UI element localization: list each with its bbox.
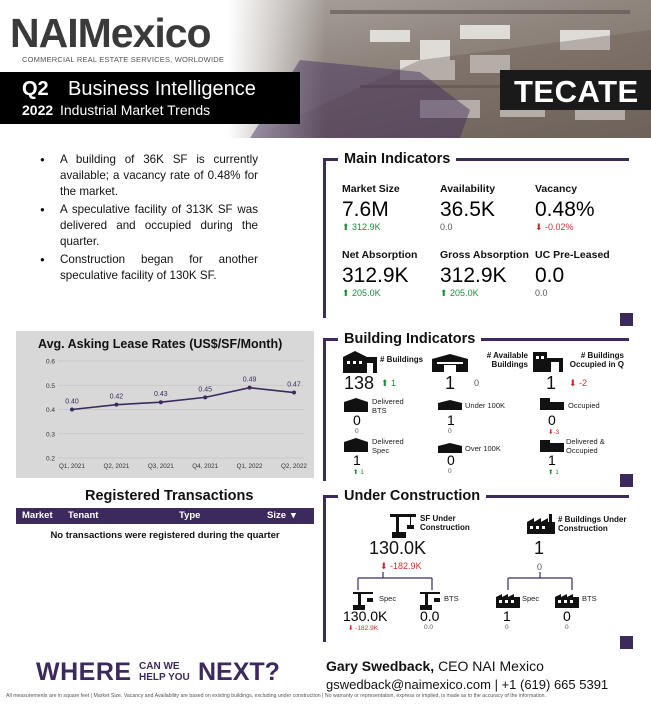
bullet-item: ● Construction began for another speculative facility of 130K SF.: [40, 252, 258, 284]
indicator-value: 7.6M: [342, 198, 389, 221]
delivered-bts-label: Delivered BTS: [372, 397, 404, 415]
phone-number: | +1 (619) 665 5391: [494, 677, 609, 692]
bullet-item: ● A speculative facility of 313K SF was delivered and occupied during the quarter.: [40, 202, 258, 250]
factory-spec-icon: [496, 590, 520, 608]
next-text: NEXT?: [198, 658, 280, 686]
y-tick-label: 0.5: [46, 382, 56, 390]
factory-bts-icon: [555, 590, 579, 608]
panel-corner: [620, 313, 633, 326]
under-construction-title: Under Construction: [338, 488, 486, 504]
contact-details: [326, 677, 608, 692]
bld-uc-value: 1: [534, 538, 545, 558]
uc-connector-lines: [350, 572, 640, 592]
panel-corner: [620, 636, 633, 649]
occupied-label: Occupied: [568, 401, 600, 410]
delivered-spec-label: Delivered Spec: [372, 437, 404, 455]
occupied-buildings-change: ⬇ -2: [569, 378, 588, 388]
x-tick-label: Q3, 2021: [147, 463, 174, 470]
indicator-label: Availability: [440, 183, 496, 195]
contact-name: Gary Swedback, CEO NAI Mexico: [326, 658, 544, 674]
city-name: TECATE: [514, 74, 639, 109]
sf-spec-value: 130.0K: [343, 608, 388, 624]
delivered-bts-change: 0: [355, 428, 359, 435]
data-label: 0.49: [242, 376, 257, 384]
indicator-value: 312.9K: [440, 264, 507, 287]
data-point: [159, 400, 163, 404]
delivered-occupied-value: 1: [548, 452, 556, 468]
sf-uc-label: SF Under Construction: [420, 514, 470, 532]
occupied-change: ⬇-3: [548, 429, 560, 436]
crane-bts-icon: [418, 590, 444, 610]
transactions-title: Registered Transactions: [85, 488, 254, 504]
occupied-icon: [540, 398, 564, 410]
crane-spec-icon: [351, 590, 377, 610]
can-we-help-you-text: CAN WE HELP YOU: [139, 661, 190, 683]
under-100k-label: Under 100K: [465, 401, 506, 410]
occupied-value: 0: [548, 412, 556, 428]
available-buildings-change: 0: [474, 378, 480, 388]
logo: NAIMexico: [10, 10, 211, 56]
buildings-value: 138: [344, 373, 375, 393]
over-100k-label: Over 100K: [465, 444, 501, 453]
crane-icon: [388, 512, 418, 538]
chart-title: Avg. Asking Lease Rates (US$/SF/Month): [38, 337, 283, 351]
indicator-label: Vacancy: [535, 183, 578, 195]
bld-spec-label: Spec: [522, 594, 540, 603]
buildings-icon: [343, 351, 377, 373]
available-buildings-value: 1: [445, 373, 456, 393]
warehouse-icon: [432, 354, 468, 372]
bld-uc-label: # Buildings Under Construction: [558, 515, 627, 533]
indicator-label: UC Pre-Leased: [535, 249, 610, 261]
delivered-bts-icon: [344, 398, 368, 412]
indicator-label: Market Size: [342, 183, 400, 195]
summary-bullets: [40, 152, 258, 286]
x-tick-label: Q4, 2021: [192, 463, 219, 470]
indicator-change: 0.0: [440, 222, 453, 232]
data-point: [248, 386, 252, 390]
delivered-occupied-change: ⬆ 1: [548, 469, 559, 476]
data-label: 0.47: [287, 381, 301, 389]
arrow-up-icon: ⬆: [342, 288, 353, 298]
buildings-change: ⬆ 1: [381, 378, 397, 388]
delivered-spec-change: ⬆ 1: [353, 469, 364, 476]
arrow-up-icon: ⬆: [440, 288, 451, 298]
data-point: [70, 408, 74, 412]
indicator-change: ⬆ 205.0K: [342, 288, 381, 298]
under-100k-change: 0: [448, 428, 452, 435]
delivered-spec-value: 1: [353, 452, 361, 468]
bld-spec-change: 0: [505, 624, 509, 631]
indicator-value: 0.0: [535, 264, 565, 287]
y-tick-label: 0.4: [46, 407, 56, 414]
sf-bts-change: 0.0: [424, 624, 434, 631]
delivered-occupied-label: Delivered & Occupied: [566, 437, 605, 455]
available-buildings-label: # Available Buildings: [486, 351, 528, 369]
occupied-buildings-value: 1: [546, 373, 557, 393]
indicator-value: 312.9K: [342, 264, 409, 287]
bld-bts-label: BTS: [582, 594, 597, 603]
transactions-empty-message: No transactions were registered during the quarter: [50, 530, 280, 541]
disclaimer: All measurements are in square feet | Market Size, Vacancy and Availability are based on existing buildings, excluding under construction | No warranty or representation, express or implied, is made as to the accuracy of the information.: [6, 693, 546, 699]
delivered-bts-value: 0: [353, 412, 361, 428]
occupied-building-icon: [533, 352, 563, 372]
report-subtitle: Industrial Market Trends: [60, 102, 211, 118]
indicator-value: 36.5K: [440, 198, 495, 221]
data-label: 0.43: [153, 391, 168, 399]
indicator-change: ⬆ 205.0K: [440, 288, 479, 298]
panel-corner: [620, 474, 633, 487]
col-type[interactable]: Type: [179, 510, 201, 521]
col-tenant[interactable]: Tenant: [68, 510, 99, 521]
transactions-header: [16, 508, 314, 524]
data-point: [203, 395, 207, 399]
lease-rate-chart: [16, 331, 314, 478]
bld-bts-value: 0: [563, 608, 571, 624]
data-label: 0.45: [198, 386, 213, 394]
indicator-value: 0.48%: [535, 198, 595, 221]
occupied-buildings-label: # Buildings Occupied in Q: [569, 351, 624, 369]
buildings-label: # Buildings: [380, 355, 424, 364]
factory-icon: [527, 514, 555, 534]
data-point: [114, 403, 118, 407]
delivered-occupied-icon: [540, 438, 564, 452]
indicator-change: ⬆ 312.9K: [342, 222, 381, 232]
year-label: 2022: [22, 102, 54, 118]
indicator-label: Net Absorption: [342, 249, 418, 261]
main-indicators-title: Main Indicators: [338, 151, 456, 167]
x-tick-label: Q2, 2021: [103, 463, 130, 470]
indicator-label: Gross Absorption: [440, 249, 529, 261]
y-tick-label: 0.3: [46, 431, 56, 439]
series-line: [72, 388, 294, 410]
y-tick-label: 0.2: [46, 455, 56, 463]
bld-bts-change: 0: [565, 624, 569, 631]
email-link[interactable]: gswedback@naimexico.com: [326, 677, 491, 692]
bld-uc-change: 0: [537, 562, 543, 572]
where-text: WHERE: [36, 658, 132, 686]
data-label: 0.40: [65, 398, 79, 406]
sf-uc-change: ⬇ -182.9K: [380, 561, 422, 571]
x-tick-label: Q1, 2022: [236, 463, 263, 470]
x-tick-label: Q2, 2022: [281, 463, 307, 470]
data-label: 0.42: [109, 393, 124, 401]
bullet-item: ● A building of 36K SF is currently available; a vacancy rate of 0.48% for the market.: [40, 152, 258, 200]
col-size[interactable]: Size: [267, 510, 287, 521]
indicator-change: 0.0: [535, 288, 548, 298]
building-indicators-title: Building Indicators: [338, 331, 481, 347]
sort-icon[interactable]: ▾: [291, 510, 296, 521]
data-point: [292, 391, 296, 395]
x-tick-label: Q1, 2021: [59, 463, 85, 470]
arrow-down-icon: ⬇: [535, 222, 546, 232]
sf-spec-change: ⬇ -182.9K: [348, 625, 379, 632]
over-100k-value: 0: [447, 452, 455, 468]
col-market[interactable]: Market: [22, 510, 53, 521]
bld-spec-value: 1: [503, 608, 511, 624]
under-100k-value: 1: [447, 412, 455, 428]
quarter-label: Q2: [22, 78, 49, 100]
logo-tagline: COMMERCIAL REAL ESTATE SERVICES, WORLDWIDE: [22, 55, 225, 64]
sf-bts-label: BTS: [444, 594, 459, 603]
arrow-up-icon: ⬆: [342, 222, 353, 232]
report-name: Business Intelligence: [68, 78, 256, 100]
sf-spec-label: Spec: [379, 594, 397, 603]
sf-uc-value: 130.0K: [369, 538, 427, 558]
under-100k-icon: [438, 400, 462, 410]
over-100k-change: 0: [448, 468, 452, 475]
y-tick-label: 0.6: [46, 358, 56, 366]
delivered-spec-icon: [344, 438, 368, 452]
sf-bts-value: 0.0: [420, 608, 440, 624]
indicator-change: ⬇ -0.02%: [535, 222, 574, 232]
